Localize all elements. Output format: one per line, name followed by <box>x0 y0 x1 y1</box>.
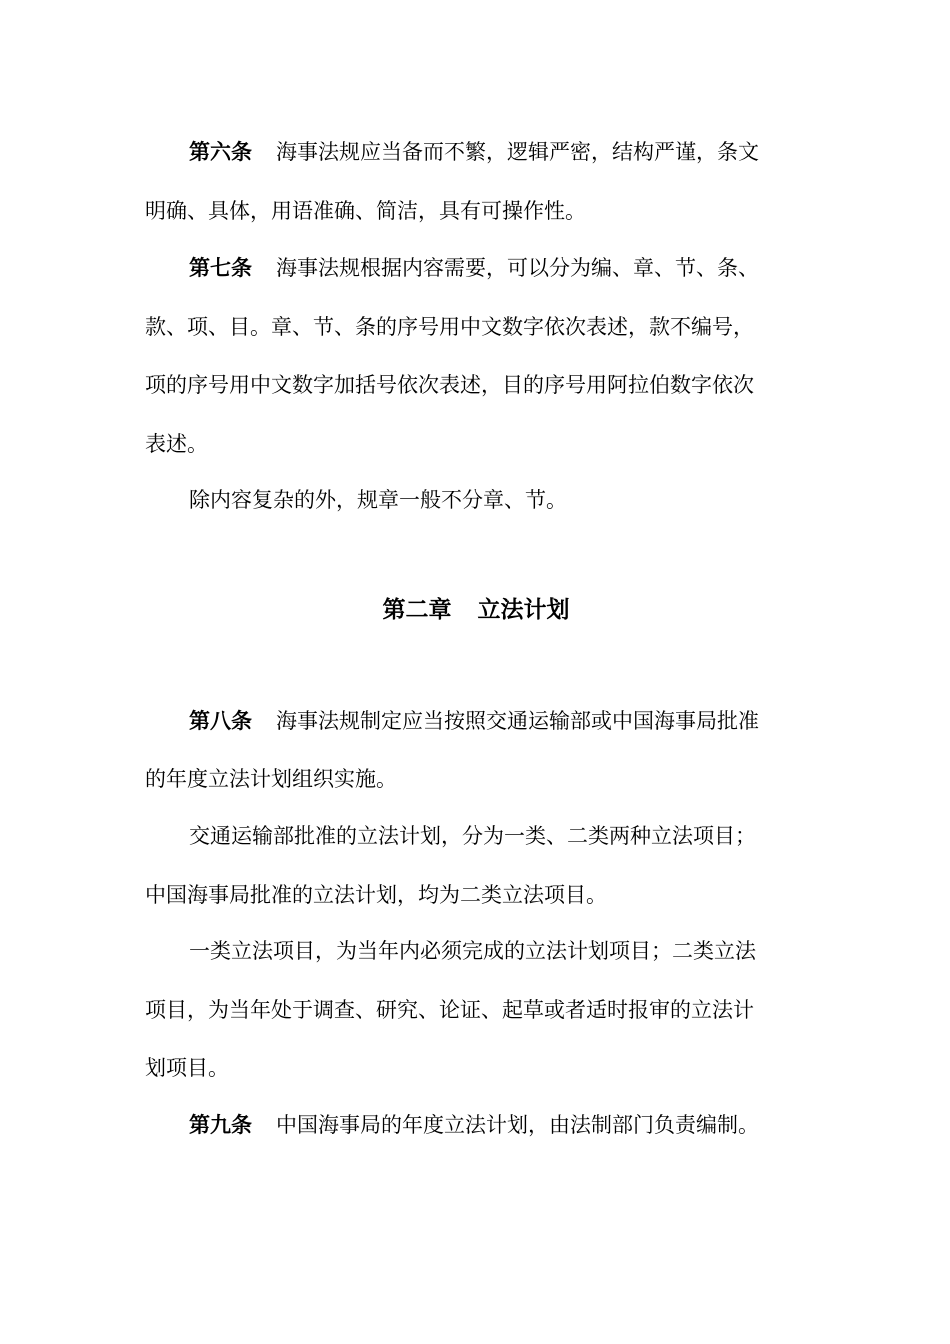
article-6-label: 第六条 <box>189 139 252 164</box>
article-8-line-2: 的年度立法计划组织实施。 <box>145 767 397 791</box>
article-8-paragraph-3-line-3: 划项目。 <box>145 1056 229 1080</box>
article-8-line-1 <box>145 707 807 735</box>
article-8-paragraph-3-line-2: 项目，为当年处于调查、研究、论证、起草或者适时报审的立法计 <box>145 998 754 1022</box>
chapter-heading <box>145 595 807 625</box>
article-7-text-1: 海事法规根据内容需要，可以分为编、章、节、条、 <box>276 256 759 280</box>
article-6-text-1: 海事法规应当备而不繁，逻辑严密，结构严谨，条文 <box>276 140 759 164</box>
article-7-line-4: 表述。 <box>145 432 208 456</box>
article-9-text-1: 中国海事局的年度立法计划，由法制部门负责编制。 <box>276 1113 759 1137</box>
article-9-line-1 <box>145 1111 807 1139</box>
article-8-paragraph-3-line-1: 一类立法项目，为当年内必须完成的立法计划项目；二类立法 <box>189 939 756 963</box>
article-6-line-2: 明确、具体，用语准确、简洁，具有可操作性。 <box>145 199 586 223</box>
article-8-text-1: 海事法规制定应当按照交通运输部或中国海事局批准 <box>276 709 759 733</box>
article-9-label: 第九条 <box>189 1112 252 1137</box>
article-6-line-1 <box>145 138 807 166</box>
chapter-number: 第二章 <box>382 596 452 623</box>
article-7-line-3: 项的序号用中文数字加括号依次表述，目的序号用阿拉伯数字依次 <box>145 373 754 397</box>
article-7-line-1 <box>145 254 807 282</box>
chapter-title: 立法计划 <box>477 596 570 623</box>
article-8-label: 第八条 <box>189 708 252 733</box>
article-8-paragraph-2-line-2: 中国海事局批准的立法计划，均为二类立法项目。 <box>145 883 607 907</box>
article-8-paragraph-2-line-1: 交通运输部批准的立法计划，分为一类、二类两种立法项目； <box>189 824 756 848</box>
document-page <box>145 0 807 1344</box>
article-7-paragraph-2: 除内容复杂的外，规章一般不分章、节。 <box>189 488 567 512</box>
article-7-label: 第七条 <box>189 255 252 280</box>
article-7-line-2: 款、项、目。章、节、条的序号用中文数字依次表述，款不编号， <box>145 315 754 339</box>
